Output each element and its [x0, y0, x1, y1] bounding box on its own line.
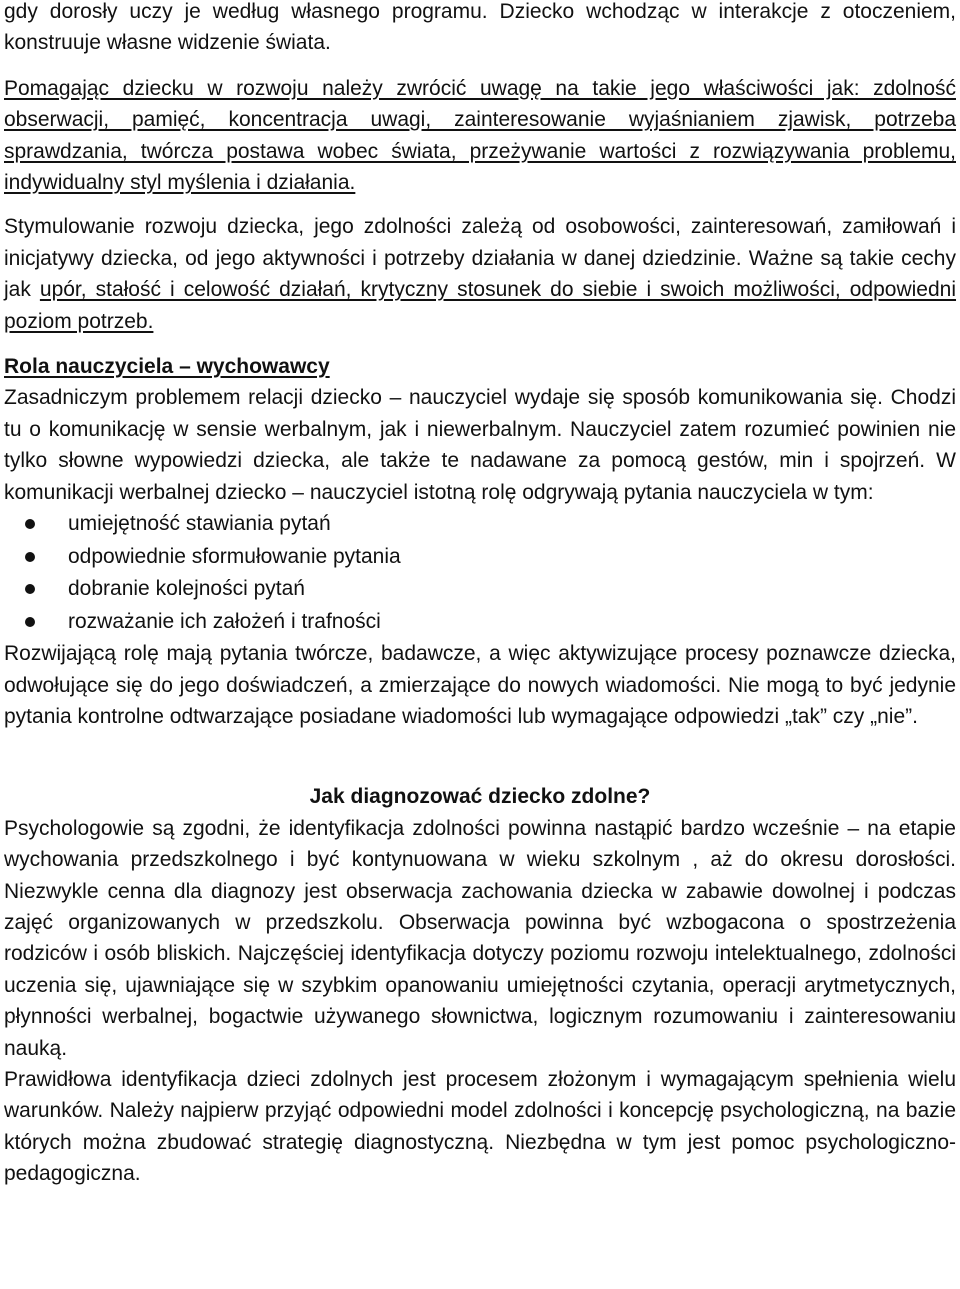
- section-heading-teacher-role-text: Rola nauczyciela – wychowawcy: [4, 355, 330, 379]
- paragraph-child-development: [4, 73, 956, 199]
- bullet-icon: [25, 552, 35, 562]
- paragraph-stimulation: [4, 211, 956, 337]
- bullet-icon: [25, 519, 35, 529]
- list-item: odpowiednie sformułowanie pytania: [4, 541, 956, 574]
- bullet-icon: [25, 617, 35, 627]
- list-item: umiejętność stawiania pytań: [4, 508, 956, 541]
- section-heading-teacher-role: [4, 351, 956, 382]
- list-item: dobranie kolejności pytań: [4, 573, 956, 606]
- paragraph-psychologists: Psychologowie są zgodni, że identyfikacja zdolności powinna nastąpić bardzo wcześnie – na etapie wychowania przedszkolnego i być kontynuowana w wieku szkolnym , aż do okresu dorosłości. Niezwykle cenna dla diagnozy jest obserwacja zachowania dziecka w zabawie dowolnej i podczas zajęć organizowanych w przedszkolu. Obserwacja powinna być wzbogacona o spostrzeżenia rodziców i osób bliskich. Najczęściej identyfikacja dotyczy poziomu rozwoju intelektualnego, zdolności uczenia się, ujawniające się w szybkim opanowaniu umiejętności czytania, operacji arytmetycznych, płynności werbalnej, bogactwie używanego słownictwa, logicznym rozumowaniu i zainteresowaniu nauką.: [4, 816, 956, 1060]
- document-page: [4, 0, 956, 1190]
- list-item: rozważanie ich założeń i trafności: [4, 606, 956, 639]
- section-heading-diagnosis: Jak diagnozować dziecko zdolne?: [309, 785, 651, 809]
- underlined-key-traits: upór, stałość i celowość działań, krytyczny stosunek do siebie i swoich możliwości, odpowiedni poziom potrzeb.: [4, 278, 957, 333]
- bullet-icon: [25, 584, 35, 594]
- paragraph-intro: gdy dorosły uczy je według własnego programu. Dziecko wchodząc w interakcje z otoczeniem, konstruuje własne widzenie świata.: [4, 0, 956, 55]
- paragraph-communication: Zasadniczym problemem relacji dziecko – nauczyciel wydaje się sposób komunikowania się. Chodzi tu o komunikację w sensie werbalnym, jak i niewerbalnym. Nauczyciel zatem rozumieć powinien nie tylko słowne wypowiedzi dziecka, ale także te nadawane za pomocą gestów, min i spojrzeń. W komunikacji werbalnej dziecko – nauczyciel istotną rolę odgrywają pytania nauczyciela w tym:: [4, 386, 956, 504]
- question-skills-list: [4, 508, 956, 638]
- stimulation-text: Stymulowanie rozwoju dziecka, jego zdolności zależą od osobowości, zainteresowań, zamiłowań i inicjatywy dziecka, od jego aktywności i potrzeby działania w danej dziedzinie. Ważne są takie cechy jak: [4, 215, 956, 302]
- underlined-child-traits: Pomagając dziecku w rozwoju należy zwrócić uwagę na takie jego właściwości jak: zdolność obserwacji, pamięć, koncentracja uwagi, zainteresowanie wyjaśnianiem zjawisk, potrzeba sprawdzania, twórcza postawa wobec świata, przeżywanie wartości z rozwiązywania problemu, indywidualny styl myślenia i działania.: [4, 76, 956, 195]
- paragraph-creative-questions: Rozwijającą rolę mają pytania twórcze, badawcze, a więc aktywizujące procesy poznawcze dziecka, odwołujące się do jego doświadczeń, a zmierzające do nowych wiadomości. Nie mogą to być jedynie pytania kontrolne odtwarzające posiadane wiadomości lub wymagające odpowiedzi „tak” czy „nie”.: [4, 642, 956, 728]
- paragraph-identification: Prawidłowa identyfikacja dzieci zdolnych jest procesem złożonym i wymagającym spełnienia wielu warunków. Należy najpierw przyjąć odpowiedni model zdolności i koncepcję psychologiczną, na bazie których można zbudować strategię diagnostyczną. Niezbędna w tym jest pomoc psychologiczno-pedagogiczna.: [4, 1067, 956, 1186]
